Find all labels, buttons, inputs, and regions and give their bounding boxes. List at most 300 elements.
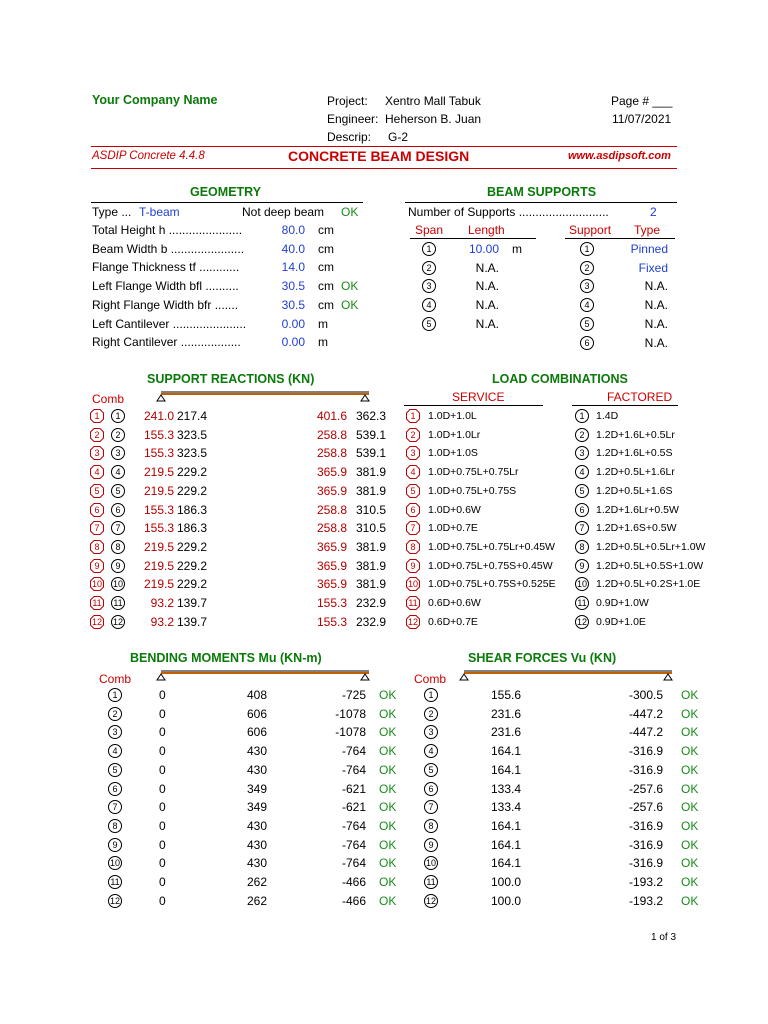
- shear-right-value: -316.9: [628, 837, 663, 852]
- shear-right-value: -447.2: [628, 725, 663, 740]
- moment-mid-value: 430: [246, 744, 267, 759]
- reaction-right-service: 258.8: [316, 502, 347, 517]
- moment-mid-value: 262: [246, 875, 267, 889]
- shear-comb-circle-icon: 6: [424, 782, 438, 796]
- factored-combination: 0.9D+1.0W: [596, 597, 649, 609]
- page-footer: 1 of 3: [651, 932, 677, 943]
- factored-comb-circle-icon: 2: [575, 428, 589, 442]
- factored-comb-circle-icon: 9: [575, 559, 589, 573]
- reaction-left-service: 219.5: [143, 465, 174, 480]
- factored-comb-circle-icon: 6: [575, 503, 589, 517]
- reaction-left-service: 155.3: [143, 427, 174, 442]
- service-comb-octagon-icon: [406, 503, 420, 517]
- factored-comb-circle-icon: 8: [575, 540, 589, 554]
- shear-status: OK: [681, 875, 699, 889]
- shear-status: OK: [681, 800, 699, 815]
- reaction-right-factored: 381.9: [355, 483, 386, 498]
- moments-comb-label: Comb: [99, 672, 132, 686]
- reaction-comb-circle-icon: 5: [111, 484, 125, 498]
- geometry-unit: cm: [318, 223, 334, 237]
- moment-status: OK: [379, 781, 397, 796]
- moment-status: OK: [379, 706, 397, 721]
- shear-left-value: 164.1: [490, 818, 521, 833]
- geometry-label: Total Height h ......................: [92, 223, 243, 237]
- shear-right-value: -257.6: [628, 781, 663, 796]
- factored-comb-circle-icon: 7: [575, 521, 589, 535]
- shear-right-value: -316.9: [628, 818, 663, 833]
- reaction-comb-circle-icon: 2: [111, 428, 125, 442]
- shear-comb-circle-icon: 4: [424, 744, 438, 758]
- factored-combination: 1.2D+1.6Lr+0.5W: [596, 503, 679, 516]
- shear-status: OK: [681, 744, 699, 759]
- support-type[interactable]: Fixed: [638, 260, 668, 275]
- geometry-label: Right Flange Width bfr .......: [92, 297, 239, 312]
- shear-right-value: -257.6: [628, 800, 663, 815]
- shear-left-value: 231.6: [490, 706, 521, 721]
- moment-left-value: 0: [159, 800, 166, 815]
- factored-comb-circle-icon: 10: [576, 579, 587, 590]
- moment-left-value: 0: [159, 781, 166, 796]
- moment-comb-circle-icon: 9: [108, 838, 122, 852]
- moment-comb-circle-icon: 5: [108, 763, 122, 777]
- span-length: N.A.: [475, 279, 499, 294]
- reaction-comb-circle-icon: 8: [111, 540, 125, 554]
- engineer-value: Heherson B. Juan: [385, 112, 482, 126]
- support-number-icon: 3: [580, 279, 594, 293]
- service-comb-octagon-icon-label: 5: [410, 485, 416, 496]
- factored-comb-circle-icon: 4: [575, 465, 589, 479]
- moment-mid-value: 430: [246, 837, 267, 852]
- shear-status: OK: [681, 725, 699, 740]
- support-type: N.A.: [644, 279, 668, 294]
- geometry-label: Left Flange Width bfl ..........: [92, 279, 239, 294]
- shear-right-value: -193.2: [628, 893, 663, 908]
- reaction-comb-octagon-icon-label: 10: [91, 579, 102, 590]
- support-type[interactable]: Pinned: [630, 242, 668, 256]
- moment-left-value: 0: [159, 856, 166, 871]
- reaction-left-service: 155.3: [143, 502, 174, 517]
- geometry-value[interactable]: 40.0: [281, 241, 305, 256]
- span-length-unit: m: [512, 242, 522, 256]
- factored-comb-circle-icon: 3: [575, 446, 589, 460]
- reaction-comb-octagon-icon-label: 1: [94, 411, 100, 421]
- moment-status: OK: [379, 762, 397, 777]
- reaction-comb-octagon-icon: [90, 615, 104, 629]
- shears-beam-diagram: [458, 667, 678, 681]
- shear-left-value: 164.1: [490, 856, 521, 871]
- shear-status: OK: [681, 856, 699, 871]
- moments-beam-diagram: [155, 667, 375, 681]
- date: 11/07/2021: [612, 112, 672, 126]
- support-number-icon: 6: [580, 336, 594, 350]
- reaction-right-service: 155.3: [316, 596, 347, 610]
- service-combination: 1.0D+0.75L+0.75S+0.45W: [428, 559, 553, 572]
- reaction-comb-circle-icon: 6: [111, 503, 125, 517]
- reaction-comb-octagon-icon-label: 8: [94, 541, 100, 552]
- reaction-right-service: 365.9: [316, 465, 347, 480]
- span-header-rule: [410, 238, 536, 239]
- reaction-right-service: 365.9: [316, 539, 347, 554]
- beam-supports-title: BEAM SUPPORTS: [487, 185, 597, 199]
- shear-status: OK: [681, 818, 699, 833]
- reaction-right-service: 258.8: [316, 446, 347, 461]
- moment-status: OK: [379, 837, 397, 852]
- geometry-unit: cm: [318, 241, 334, 256]
- reaction-right-factored: 310.5: [355, 502, 386, 517]
- deep-beam-label: Not deep beam: [242, 205, 325, 219]
- shear-left-value: 133.4: [490, 781, 521, 796]
- span-length: N.A.: [475, 298, 499, 313]
- service-comb-octagon-icon-label: 3: [410, 448, 416, 459]
- support-type: N.A.: [644, 316, 668, 331]
- shear-left-value: 155.6: [490, 688, 521, 702]
- geometry-label: Beam Width b ......................: [92, 241, 245, 256]
- reaction-left-service: 155.3: [143, 521, 174, 536]
- moment-right-value: -621: [341, 800, 366, 815]
- service-comb-octagon-icon: [406, 465, 420, 479]
- span-number-icon: 3: [422, 279, 436, 293]
- reaction-comb-octagon-icon-label: 11: [92, 598, 102, 608]
- shear-left-value: 164.1: [490, 837, 521, 852]
- moment-comb-circle-icon: 12: [109, 895, 120, 906]
- descrip-label: Descrip:: [327, 130, 372, 144]
- reaction-comb-octagon-icon: [90, 465, 104, 479]
- reaction-comb-octagon-icon: [90, 409, 104, 423]
- shear-status: OK: [681, 688, 699, 702]
- moment-left-value: 0: [159, 837, 166, 852]
- reaction-right-service: 365.9: [316, 577, 347, 592]
- moment-right-value: -1078: [335, 725, 366, 740]
- moment-right-value: -466: [341, 893, 366, 908]
- shear-left-value: 164.1: [490, 744, 521, 759]
- reaction-comb-octagon-icon: [90, 446, 104, 460]
- geometry-value[interactable]: 30.5: [281, 279, 305, 294]
- website-link[interactable]: www.asdipsoft.com: [568, 150, 671, 162]
- reaction-right-factored: 232.9: [355, 596, 386, 610]
- moment-left-value: 0: [159, 706, 166, 721]
- moment-comb-circle-icon: 10: [109, 858, 120, 869]
- reaction-right-factored: 381.9: [355, 539, 386, 554]
- support-number-icon: 5: [580, 317, 594, 331]
- moment-comb-circle-icon: 4: [108, 744, 122, 758]
- moment-left-value: 0: [159, 725, 166, 740]
- shear-left-value: 133.4: [490, 800, 521, 815]
- moment-right-value: -1078: [335, 706, 366, 721]
- moment-right-value: -764: [341, 818, 366, 833]
- reaction-right-factored: 539.1: [355, 427, 386, 442]
- reaction-right-service: 258.8: [316, 521, 347, 536]
- shear-status: OK: [681, 762, 699, 777]
- reaction-right-service: 155.3: [316, 614, 347, 629]
- reaction-right-service: 401.6: [316, 409, 347, 423]
- shear-comb-circle-icon: 12: [425, 895, 436, 906]
- reaction-comb-octagon-icon: [90, 503, 104, 517]
- shear-forces-title: SHEAR FORCES Vu (KN): [468, 651, 617, 665]
- service-comb-octagon-icon: [406, 577, 420, 591]
- descrip-value: G-2: [388, 130, 409, 144]
- supports-rule: [405, 202, 677, 203]
- service-combination: 1.0D+0.7E: [428, 522, 478, 535]
- service-comb-octagon-icon: [406, 540, 420, 554]
- moment-right-value: -764: [341, 837, 366, 852]
- moment-mid-value: 349: [246, 781, 267, 796]
- number-of-supports-label: Number of Supports ...........................: [408, 205, 609, 219]
- geometry-unit: cm: [318, 260, 334, 275]
- moment-right-value: -621: [341, 781, 366, 796]
- service-combination: 1.0D+1.0S: [428, 447, 478, 460]
- shear-comb-circle-icon: 9: [424, 838, 438, 852]
- service-comb-octagon-icon-label: 12: [407, 616, 418, 627]
- span-header: Span: [415, 223, 444, 237]
- reaction-left-factored: 229.2: [177, 558, 208, 573]
- moment-mid-value: 262: [246, 893, 267, 908]
- reaction-left-service: 93.2: [150, 614, 174, 629]
- document-title: CONCRETE BEAM DESIGN: [288, 148, 470, 164]
- factored-comb-circle-icon: 1: [575, 409, 589, 423]
- service-comb-octagon-icon: [406, 484, 420, 498]
- geometry-value[interactable]: 0.00: [281, 335, 305, 350]
- reaction-comb-circle-icon: 11: [111, 596, 125, 610]
- support-number-icon: 2: [580, 261, 594, 275]
- service-comb-octagon-icon: [406, 409, 420, 423]
- factored-comb-circle-icon: 12: [576, 616, 587, 627]
- reaction-comb-circle-icon: 9: [111, 559, 125, 573]
- reaction-right-factored: 381.9: [355, 558, 386, 573]
- service-combination: 0.6D+0.6W: [428, 597, 481, 609]
- span-number-icon: 5: [422, 317, 436, 331]
- moment-status: OK: [379, 800, 397, 815]
- service-comb-octagon-icon: [406, 428, 420, 442]
- reaction-left-service: 219.5: [143, 558, 174, 573]
- reaction-left-factored: 229.2: [177, 483, 208, 498]
- moment-left-value: 0: [159, 688, 166, 702]
- moment-status: OK: [379, 893, 397, 908]
- shear-status: OK: [681, 781, 699, 796]
- service-comb-octagon-icon-label: 2: [410, 429, 416, 440]
- support-header: Support: [569, 223, 612, 237]
- engineer-label: Engineer:: [327, 112, 379, 126]
- reaction-left-service: 219.5: [143, 539, 174, 554]
- moment-status: OK: [379, 725, 397, 740]
- service-comb-octagon-icon: [406, 596, 420, 610]
- software-name: ASDIP Concrete 4.4.8: [92, 150, 205, 162]
- geometry-label: Left Cantilever ......................: [92, 316, 247, 331]
- reaction-left-factored: 186.3: [177, 521, 208, 536]
- support-type: N.A.: [644, 335, 668, 350]
- header-bottom-rule: [91, 168, 677, 169]
- factored-combination: 1.2D+0.5L+1.6S: [596, 484, 673, 497]
- reaction-right-service: 365.9: [316, 558, 347, 573]
- moment-mid-value: 430: [246, 818, 267, 833]
- geometry-unit: cm: [318, 279, 334, 294]
- page-number: Page # ___: [611, 94, 673, 108]
- service-combination: 1.0D+1.0Lr: [428, 428, 481, 441]
- moment-left-value: 0: [159, 818, 166, 833]
- shear-left-value: 231.6: [490, 725, 521, 740]
- type-value[interactable]: T-beam: [139, 205, 180, 219]
- type-header: Type: [634, 223, 661, 237]
- shear-comb-circle-icon: 10: [425, 858, 436, 869]
- moment-comb-circle-icon: 8: [108, 819, 122, 833]
- reaction-comb-octagon-icon-label: 7: [94, 523, 100, 534]
- reaction-right-factored: 539.1: [355, 446, 386, 461]
- bending-moments-title: BENDING MOMENTS Mu (KN-m): [130, 651, 322, 665]
- reaction-right-factored: 310.5: [355, 521, 386, 536]
- factored-comb-circle-icon: 5: [575, 484, 589, 498]
- moment-right-value: -764: [341, 856, 366, 871]
- service-comb-octagon-icon: [406, 446, 420, 460]
- service-header: SERVICE: [452, 390, 505, 404]
- reaction-right-factored: 381.9: [355, 577, 386, 592]
- span-length[interactable]: 10.00: [468, 242, 499, 256]
- reaction-comb-octagon-icon-label: 4: [94, 467, 100, 478]
- shear-comb-circle-icon: 3: [424, 725, 438, 739]
- shear-right-value: -193.2: [628, 875, 663, 889]
- shear-right-value: -316.9: [628, 762, 663, 777]
- support-reactions-title: SUPPORT REACTIONS (KN): [147, 372, 315, 386]
- geometry-value[interactable]: 80.0: [281, 223, 305, 237]
- geometry-value[interactable]: 30.5: [281, 297, 305, 312]
- geometry-value[interactable]: 0.00: [281, 316, 305, 331]
- geometry-status: OK: [341, 297, 359, 312]
- factored-combination: 1.2D+0.5L+0.2S+1.0E: [596, 578, 701, 591]
- moment-right-value: -725: [341, 688, 366, 702]
- reaction-left-factored: 229.2: [177, 577, 208, 592]
- reaction-left-factored: 186.3: [177, 502, 208, 517]
- geometry-label: Right Cantilever ..................: [92, 335, 241, 350]
- reaction-comb-octagon-icon: [90, 521, 104, 535]
- header-top-rule: [91, 146, 677, 147]
- reaction-left-factored: 139.7: [177, 596, 208, 610]
- moment-left-value: 0: [159, 744, 166, 759]
- reaction-right-service: 258.8: [316, 427, 347, 442]
- moment-right-value: -764: [341, 744, 366, 759]
- reaction-comb-octagon-icon: [90, 559, 104, 573]
- support-number-icon: 4: [580, 298, 594, 312]
- moment-left-value: 0: [159, 762, 166, 777]
- shear-comb-circle-icon: 8: [424, 819, 438, 833]
- shear-comb-circle-icon: 1: [424, 688, 438, 702]
- reaction-right-factored: 381.9: [355, 465, 386, 480]
- geometry-value[interactable]: 14.0: [281, 260, 305, 275]
- moment-status: OK: [379, 818, 397, 833]
- reaction-left-factored: 217.4: [177, 409, 208, 423]
- moment-status: OK: [379, 688, 397, 702]
- span-length: N.A.: [475, 316, 499, 331]
- moment-status: OK: [379, 856, 397, 871]
- moment-comb-circle-icon: 6: [108, 782, 122, 796]
- reaction-left-service: 219.5: [143, 483, 174, 498]
- service-combination: 1.0D+1.0L: [428, 410, 477, 422]
- reaction-comb-octagon-icon-label: 9: [94, 560, 100, 571]
- geometry-unit: cm: [318, 297, 334, 312]
- factored-combination: 1.2D+1.6S+0.5W: [596, 522, 677, 535]
- shear-left-value: 164.1: [490, 762, 521, 777]
- moment-status: OK: [379, 744, 397, 759]
- shear-comb-circle-icon: 11: [424, 875, 438, 889]
- reaction-comb-octagon-icon: [90, 577, 104, 591]
- reaction-comb-octagon-icon-label: 6: [94, 504, 100, 515]
- factored-combination: 1.2D+0.5L+0.5Lr+1.0W: [596, 540, 706, 553]
- service-comb-octagon-icon: [406, 559, 420, 573]
- geometry-title: GEOMETRY: [190, 185, 262, 199]
- shear-right-value: -316.9: [628, 744, 663, 759]
- moment-right-value: -466: [341, 875, 366, 889]
- reaction-left-service: 219.5: [143, 577, 174, 592]
- service-combination: 1.0D+0.75L+0.75S: [428, 484, 517, 497]
- reaction-left-factored: 229.2: [177, 539, 208, 554]
- span-number-icon: 2: [422, 261, 436, 275]
- service-comb-octagon-icon-label: 7: [410, 523, 416, 534]
- reaction-comb-octagon-icon-label: 2: [94, 429, 100, 440]
- geometry-rule: [91, 202, 363, 203]
- reaction-left-factored: 229.2: [177, 465, 208, 480]
- number-of-supports-value[interactable]: 2: [650, 205, 657, 219]
- shear-left-value: 100.0: [490, 893, 521, 908]
- reaction-right-service: 365.9: [316, 483, 347, 498]
- shear-left-value: 100.0: [490, 875, 521, 889]
- reaction-comb-octagon-icon: [90, 540, 104, 554]
- moment-mid-value: 606: [246, 725, 267, 740]
- moment-mid-value: 349: [246, 800, 267, 815]
- reactions-beam-diagram: [155, 388, 375, 402]
- service-combination: 1.0D+0.75L+0.75Lr: [428, 466, 519, 479]
- service-comb-octagon-icon: [406, 521, 420, 535]
- shear-status: OK: [681, 706, 699, 721]
- reaction-left-service: 241.0: [143, 409, 174, 423]
- project-label: Project:: [327, 94, 368, 108]
- shear-right-value: -447.2: [628, 706, 663, 721]
- service-rule: [404, 405, 543, 406]
- geometry-label: Flange Thickness tf ............: [92, 260, 240, 275]
- shear-right-value: -300.5: [628, 688, 663, 702]
- shear-comb-circle-icon: 2: [424, 707, 438, 721]
- support-type: N.A.: [644, 298, 668, 313]
- deep-beam-status: OK: [341, 205, 359, 219]
- service-combination: 1.0D+0.6W: [428, 503, 481, 516]
- moment-comb-circle-icon: 7: [108, 800, 122, 814]
- geometry-status: OK: [341, 279, 359, 294]
- factored-combination: 0.9D+1.0E: [596, 615, 646, 628]
- moment-left-value: 0: [159, 893, 166, 908]
- reaction-comb-octagon-icon-label: 3: [94, 448, 100, 459]
- moment-mid-value: 430: [246, 762, 267, 777]
- moment-left-value: 0: [159, 875, 166, 889]
- service-comb-octagon-icon: [406, 615, 420, 629]
- moment-comb-circle-icon: 2: [108, 707, 122, 721]
- reaction-left-factored: 323.5: [177, 427, 208, 442]
- service-comb-octagon-icon-label: 4: [410, 467, 416, 478]
- reaction-comb-circle-icon: 10: [112, 579, 123, 590]
- span-number-icon: 4: [422, 298, 436, 312]
- moment-status: OK: [379, 875, 397, 889]
- factored-combination: 1.2D+1.6L+0.5S: [596, 447, 673, 460]
- reaction-comb-octagon-icon-label: 5: [94, 485, 100, 496]
- load-combinations-title: LOAD COMBINATIONS: [492, 372, 628, 386]
- factored-combination: 1.2D+0.5L+1.6Lr: [596, 466, 675, 479]
- service-combination: 1.0D+0.75L+0.75Lr+0.45W: [428, 540, 555, 553]
- geometry-unit: m: [318, 335, 328, 350]
- service-comb-octagon-icon-label: 9: [410, 560, 416, 571]
- service-combination: 1.0D+0.75L+0.75S+0.525E: [428, 578, 556, 591]
- service-comb-octagon-icon-label: 10: [407, 579, 418, 590]
- shear-comb-circle-icon: 7: [424, 800, 438, 814]
- factored-combination: 1.4D: [596, 410, 619, 422]
- moment-comb-circle-icon: 11: [108, 875, 122, 889]
- service-combination: 0.6D+0.7E: [428, 615, 478, 628]
- type-label: Type ...: [92, 205, 132, 219]
- moment-comb-circle-icon: 3: [108, 725, 122, 739]
